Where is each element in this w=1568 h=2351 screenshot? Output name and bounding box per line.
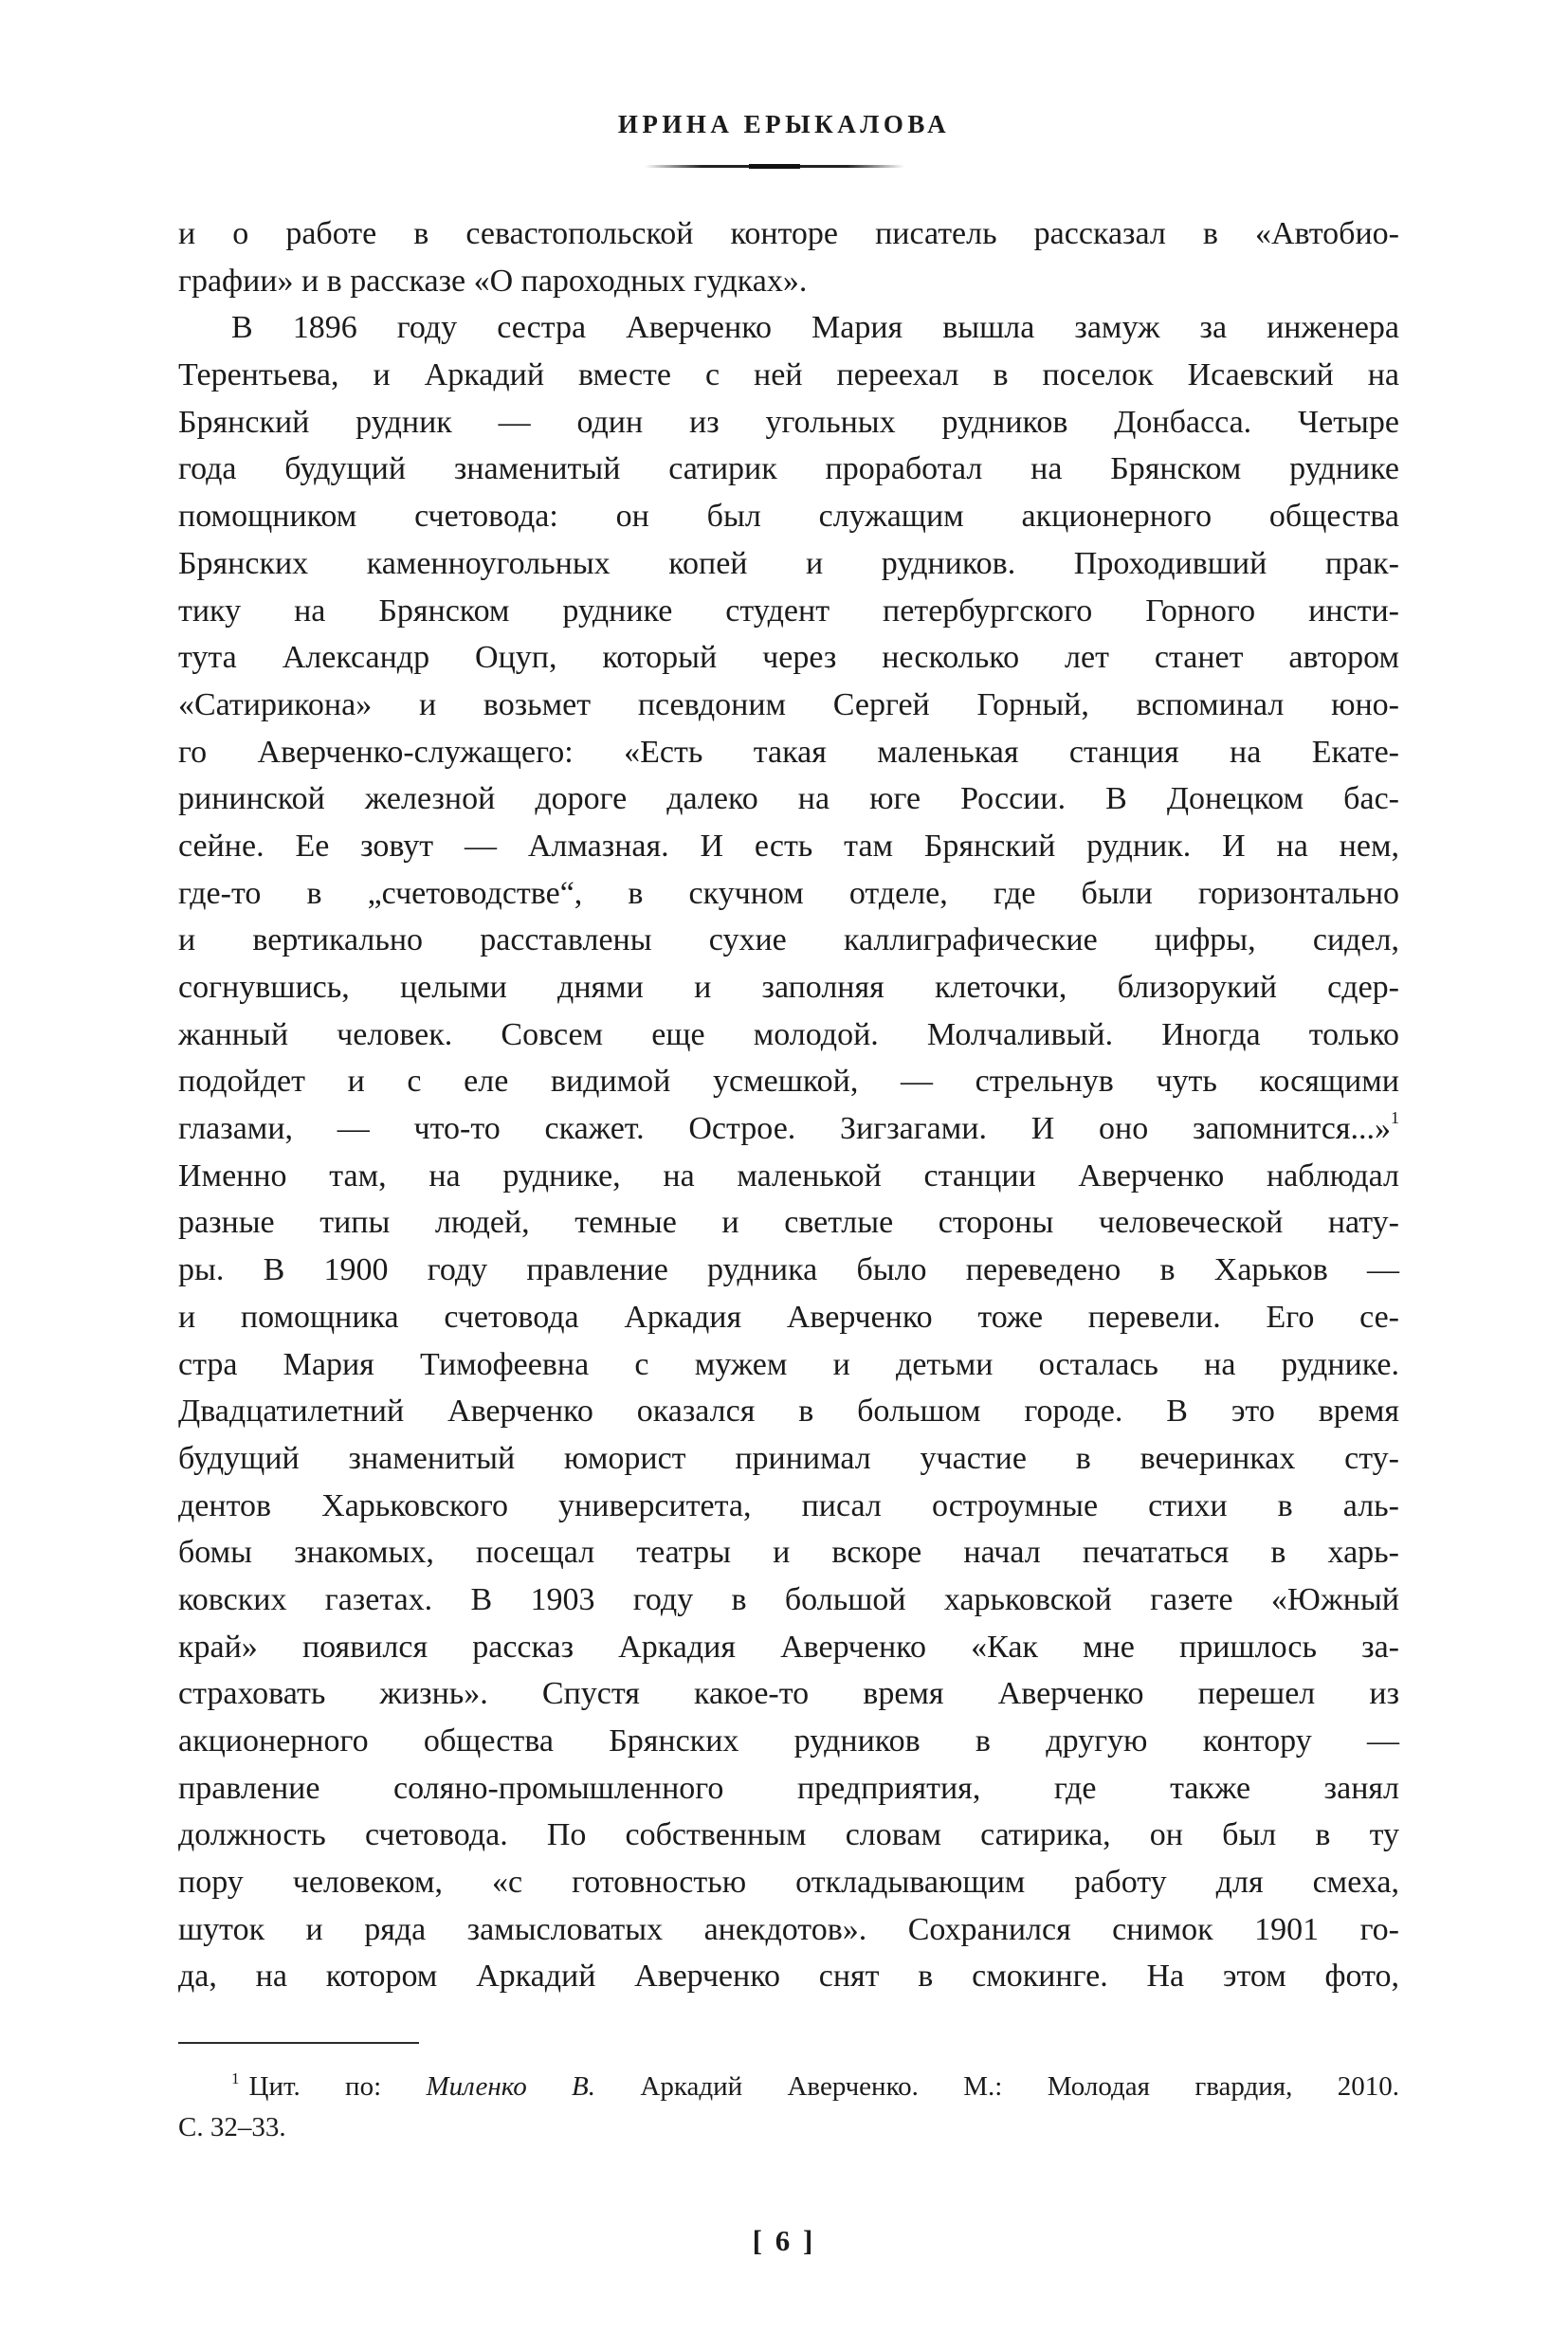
text-line: край» появился рассказ Аркадия Аверченко «Как мне пришлось за- bbox=[178, 1629, 1399, 1665]
footnote-author: Миленко В. bbox=[426, 2071, 596, 2102]
text-line: Брянских каменноугольных копей и рудников. Проходивший прак- bbox=[178, 545, 1399, 581]
body-text bbox=[178, 210, 1399, 2000]
text-line: и помощника счетовода Аркадия Аверченко тоже перевели. Его се- bbox=[178, 1299, 1399, 1335]
text-line: «Сатирикона» и возьмет псевдоним Сергей Горный, вспоминал юно- bbox=[178, 686, 1399, 722]
footnote-reference: 1 bbox=[1391, 1108, 1399, 1128]
text-line: графии» и в рассказе «О пароходных гудках». bbox=[178, 263, 808, 299]
text-line: где-то в „счетоводстве“, в скучном отделе, где были горизонтально bbox=[178, 875, 1399, 911]
running-head: ИРИНА ЕРЫКАЛОВА bbox=[617, 110, 951, 138]
text-line: Двадцатилетний Аверченко оказался в большом городе. В это время bbox=[178, 1394, 1399, 1430]
footnote-divider bbox=[178, 2042, 419, 2044]
text-line: да, на котором Аркадий Аверченко снят в смокинге. На этом фото, bbox=[178, 1959, 1399, 1995]
text-line: рининской железной дороге далеко на юге России. В Донецком бас- bbox=[178, 781, 1399, 817]
text-line: сейне. Ее зовут — Алмазная. И есть там Брянский рудник. И на нем, bbox=[178, 828, 1399, 864]
text-line: Брянский рудник — один из угольных рудников Донбасса. Четыре bbox=[178, 404, 1399, 440]
text-line: года будущий знаменитый сатирик проработал на Брянском руднике bbox=[178, 451, 1399, 487]
text-line: ры. В 1900 году правление рудника было переведено в Харьков — bbox=[178, 1252, 1399, 1288]
text-line: дентов Харьковского университета, писал остроумные стихи в аль- bbox=[178, 1487, 1399, 1523]
text-line: тику на Брянском руднике студент петербургского Горного инсти- bbox=[178, 592, 1399, 629]
text-line: акционерного общества Брянских рудников в другую контору — bbox=[178, 1723, 1399, 1759]
page-number: [ 6 ] bbox=[752, 2224, 816, 2257]
text-line: бомы знакомых, посещал театры и вскоре начал печататься в харь- bbox=[178, 1535, 1399, 1571]
text-line: го Аверченко-служащего: «Есть такая маленькая станция на Екате- bbox=[178, 734, 1399, 770]
text-line: жанный человек. Совсем еще молодой. Молчаливый. Иногда только bbox=[178, 1016, 1399, 1052]
footnote bbox=[178, 2067, 1399, 2148]
text-line: пору человеком, «с готовностью откладывающим работу для смеха, bbox=[178, 1865, 1399, 1901]
footnote-line bbox=[178, 2067, 1399, 2107]
text-line: тута Александр Оцуп, который через несколько лет станет автором bbox=[178, 640, 1399, 676]
footnote-prefix: Цит. по: bbox=[248, 2071, 382, 2102]
footnote-line: С. 32–33. bbox=[178, 2112, 286, 2142]
text-line: должность счетовода. По собственным словам сатирика, он был в ту bbox=[178, 1817, 1399, 1853]
text-line: Терентьева, и Аркадий вместе с ней переехал в поселок Исаевский на bbox=[178, 357, 1399, 393]
text-line: и о работе в севастопольской конторе писатель рассказал в «Автобио- bbox=[178, 216, 1399, 251]
text-line: Именно там, на руднике, на маленькой станции Аверченко наблюдал bbox=[178, 1157, 1399, 1194]
text-line-content: глазами, — что-то скажет. Острое. Зигзагами. И оно запомнится...» bbox=[178, 1111, 1391, 1147]
text-line: подойдет и с еле видимой усмешкой, — стрельнув чуть косящими bbox=[178, 1064, 1399, 1100]
text-line: и вертикально расставлены сухие каллиграфические цифры, сидел, bbox=[178, 922, 1399, 958]
text-line: ковских газетах. В 1903 году в большой харьковской газете «Южный bbox=[178, 1581, 1399, 1617]
footnote-citation: Аркадий Аверченко. М.: Молодая гвардия, 2010. bbox=[640, 2071, 1399, 2102]
text-line: разные типы людей, темные и светлые стороны человеческой нату- bbox=[178, 1205, 1399, 1241]
text-line: шуток и ряда замысловатых анекдотов». Сохранился снимок 1901 го- bbox=[178, 1911, 1399, 1947]
footnote-number: 1 bbox=[231, 2069, 240, 2087]
text-line: будущий знаменитый юморист принимал участие в вечеринках сту- bbox=[178, 1440, 1399, 1476]
text-line: страховать жизнь». Спустя какое-то время Аверченко перешел из bbox=[178, 1676, 1399, 1712]
text-line: помощником счетовода: он был служащим акционерного общества bbox=[178, 499, 1399, 535]
text-line: В 1896 году сестра Аверченко Мария вышла замуж за инженера bbox=[231, 310, 1399, 346]
text-line: согнувшись, целыми днями и заполняя клеточки, близорукий сдер- bbox=[178, 970, 1399, 1005]
header-ornament-rule bbox=[645, 165, 904, 168]
text-line: правление соляно-промышленного предприятия, где также занял bbox=[178, 1770, 1399, 1806]
text-line: стра Мария Тимофеевна с мужем и детьми осталась на руднике. bbox=[178, 1346, 1399, 1382]
text-line-with-footnote bbox=[178, 1105, 1399, 1153]
